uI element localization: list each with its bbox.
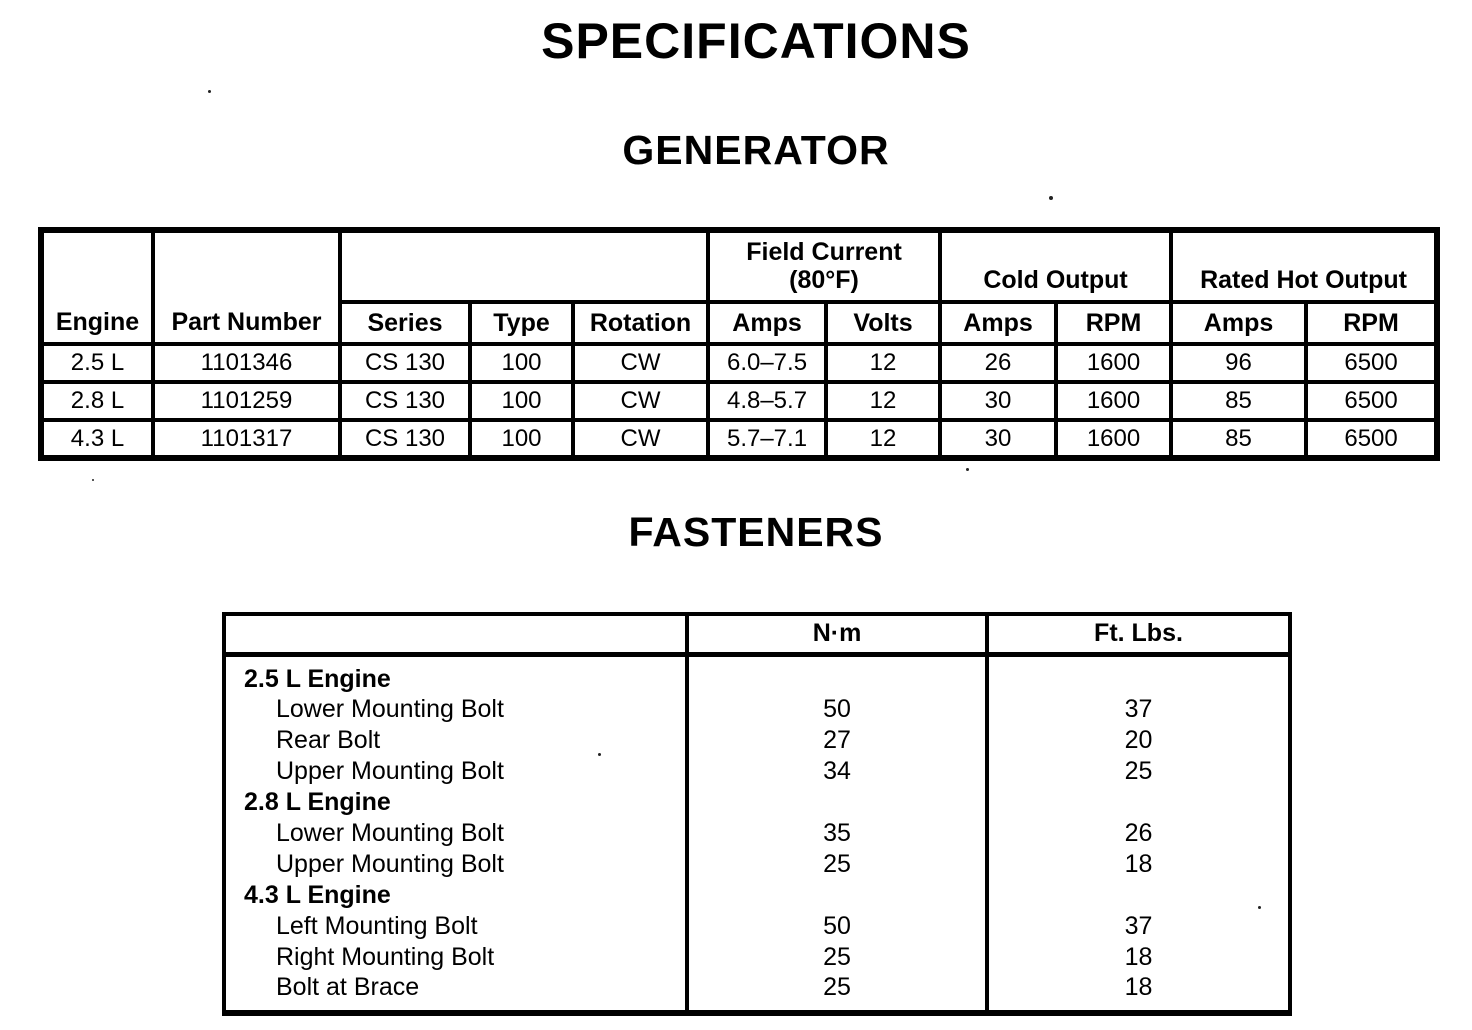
cell-hot-rpm: 6500 bbox=[1306, 420, 1437, 458]
scan-speck bbox=[208, 90, 211, 93]
scan-speck bbox=[1049, 196, 1053, 200]
scan-speck bbox=[598, 753, 601, 756]
fastener-group-2-8l bbox=[224, 787, 1290, 818]
cell-field-amps: 4.8–5.7 bbox=[708, 382, 826, 420]
fasteners-table bbox=[222, 612, 1292, 1016]
generator-table bbox=[38, 227, 1440, 461]
col-header-rotation: Rotation bbox=[573, 302, 708, 344]
cell-field-amps: 5.7–7.1 bbox=[708, 420, 826, 458]
fastener-nm bbox=[687, 787, 987, 818]
generator-row-2-5l bbox=[41, 344, 1437, 382]
cell-cold-amps: 26 bbox=[940, 344, 1056, 382]
col-header-field-volts: Volts bbox=[826, 302, 940, 344]
group-header-field-current bbox=[708, 230, 940, 302]
fastener-ftlbs bbox=[987, 880, 1290, 911]
generator-section-heading: GENERATOR bbox=[622, 127, 890, 173]
fastener-row bbox=[224, 973, 1290, 1013]
fastener-row bbox=[224, 911, 1290, 942]
page-title: SPECIFICATIONS bbox=[541, 13, 971, 69]
fastener-ftlbs: 26 bbox=[987, 818, 1290, 849]
fastener-row bbox=[224, 756, 1290, 787]
fastener-nm: 27 bbox=[687, 725, 987, 756]
scan-speck bbox=[1258, 906, 1261, 909]
cell-hot-rpm: 6500 bbox=[1306, 344, 1437, 382]
col-header-engine: Engine bbox=[41, 230, 153, 344]
cell-field-volts: 12 bbox=[826, 420, 940, 458]
fastener-label: Left Mounting Bolt bbox=[276, 911, 478, 940]
fastener-label: Bolt at Brace bbox=[276, 972, 420, 1001]
cell-field-amps: 6.0–7.5 bbox=[708, 344, 826, 382]
fastener-ftlbs: 37 bbox=[987, 694, 1290, 725]
fastener-nm: 34 bbox=[687, 756, 987, 787]
cell-cold-amps: 30 bbox=[940, 382, 1056, 420]
fastener-ftlbs: 20 bbox=[987, 725, 1290, 756]
cell-rotation: CW bbox=[573, 420, 708, 458]
fastener-group-2-5l bbox=[224, 654, 1290, 694]
fastener-label: 4.3 L Engine bbox=[244, 880, 391, 909]
fastener-ftlbs: 25 bbox=[987, 756, 1290, 787]
fastener-ftlbs bbox=[987, 787, 1290, 818]
cell-engine: 4.3 L bbox=[41, 420, 153, 458]
fastener-row bbox=[224, 942, 1290, 973]
fastener-nm: 25 bbox=[687, 973, 987, 1013]
field-current-line2: (80°F) bbox=[789, 266, 859, 295]
col-header-type: Type bbox=[470, 302, 573, 344]
fastener-nm: 35 bbox=[687, 818, 987, 849]
fastener-row bbox=[224, 694, 1290, 725]
fastener-label: 2.8 L Engine bbox=[244, 787, 391, 816]
group-header-cold-output: Cold Output bbox=[940, 230, 1171, 302]
fastener-ftlbs: 18 bbox=[987, 973, 1290, 1013]
fastener-ftlbs: 18 bbox=[987, 942, 1290, 973]
scan-speck bbox=[92, 479, 94, 481]
cell-engine: 2.5 L bbox=[41, 344, 153, 382]
generator-row-4-3l bbox=[41, 420, 1437, 458]
cell-type: 100 bbox=[470, 344, 573, 382]
fasteners-section-heading: FASTENERS bbox=[628, 509, 884, 555]
col-header-series: Series bbox=[340, 302, 470, 344]
col-header-hot-rpm: RPM bbox=[1306, 302, 1437, 344]
cell-part-number: 1101346 bbox=[153, 344, 340, 382]
fasteners-header-nm: N·m bbox=[687, 614, 987, 654]
fastener-row bbox=[224, 818, 1290, 849]
fastener-nm: 50 bbox=[687, 694, 987, 725]
cell-series: CS 130 bbox=[340, 344, 470, 382]
fastener-nm: 25 bbox=[687, 849, 987, 880]
cell-type: 100 bbox=[470, 382, 573, 420]
fastener-label: 2.5 L Engine bbox=[244, 664, 391, 693]
fasteners-header-ftlbs: Ft. Lbs. bbox=[987, 614, 1290, 654]
cell-hot-amps: 85 bbox=[1171, 420, 1306, 458]
cell-part-number: 1101317 bbox=[153, 420, 340, 458]
fastener-nm: 25 bbox=[687, 942, 987, 973]
fastener-ftlbs: 18 bbox=[987, 849, 1290, 880]
cell-series: CS 130 bbox=[340, 382, 470, 420]
fastener-label: Rear Bolt bbox=[276, 725, 381, 754]
group-header-rated-hot-output: Rated Hot Output bbox=[1171, 230, 1437, 302]
cell-cold-amps: 30 bbox=[940, 420, 1056, 458]
col-header-part-number: Part Number bbox=[153, 230, 340, 344]
cell-part-number: 1101259 bbox=[153, 382, 340, 420]
fastener-label: Upper Mounting Bolt bbox=[276, 849, 504, 878]
cell-field-volts: 12 bbox=[826, 344, 940, 382]
col-header-cold-amps: Amps bbox=[940, 302, 1056, 344]
fastener-label: Upper Mounting Bolt bbox=[276, 756, 504, 785]
cell-rotation: CW bbox=[573, 344, 708, 382]
fastener-nm bbox=[687, 654, 987, 694]
cell-hot-amps: 85 bbox=[1171, 382, 1306, 420]
cell-cold-rpm: 1600 bbox=[1056, 344, 1171, 382]
col-header-field-amps: Amps bbox=[708, 302, 826, 344]
fasteners-header-blank bbox=[224, 614, 687, 654]
cell-hot-rpm: 6500 bbox=[1306, 382, 1437, 420]
cell-cold-rpm: 1600 bbox=[1056, 382, 1171, 420]
fastener-label: Lower Mounting Bolt bbox=[276, 818, 504, 847]
cell-engine: 2.8 L bbox=[41, 382, 153, 420]
col-header-hot-amps: Amps bbox=[1171, 302, 1306, 344]
fastener-group-4-3l bbox=[224, 880, 1290, 911]
fastener-row bbox=[224, 849, 1290, 880]
fastener-nm bbox=[687, 880, 987, 911]
scan-speck bbox=[966, 468, 969, 471]
col-header-cold-rpm: RPM bbox=[1056, 302, 1171, 344]
cell-type: 100 bbox=[470, 420, 573, 458]
cell-series: CS 130 bbox=[340, 420, 470, 458]
fastener-ftlbs: 37 bbox=[987, 911, 1290, 942]
generator-row-2-8l bbox=[41, 382, 1437, 420]
fastener-ftlbs bbox=[987, 654, 1290, 694]
group-header-blank bbox=[340, 230, 708, 302]
cell-hot-amps: 96 bbox=[1171, 344, 1306, 382]
field-current-line1: Field Current bbox=[746, 237, 902, 266]
cell-field-volts: 12 bbox=[826, 382, 940, 420]
fastener-label: Right Mounting Bolt bbox=[276, 942, 495, 971]
cell-cold-rpm: 1600 bbox=[1056, 420, 1171, 458]
fastener-row bbox=[224, 725, 1290, 756]
fastener-label: Lower Mounting Bolt bbox=[276, 694, 504, 723]
fastener-nm: 50 bbox=[687, 911, 987, 942]
cell-rotation: CW bbox=[573, 382, 708, 420]
